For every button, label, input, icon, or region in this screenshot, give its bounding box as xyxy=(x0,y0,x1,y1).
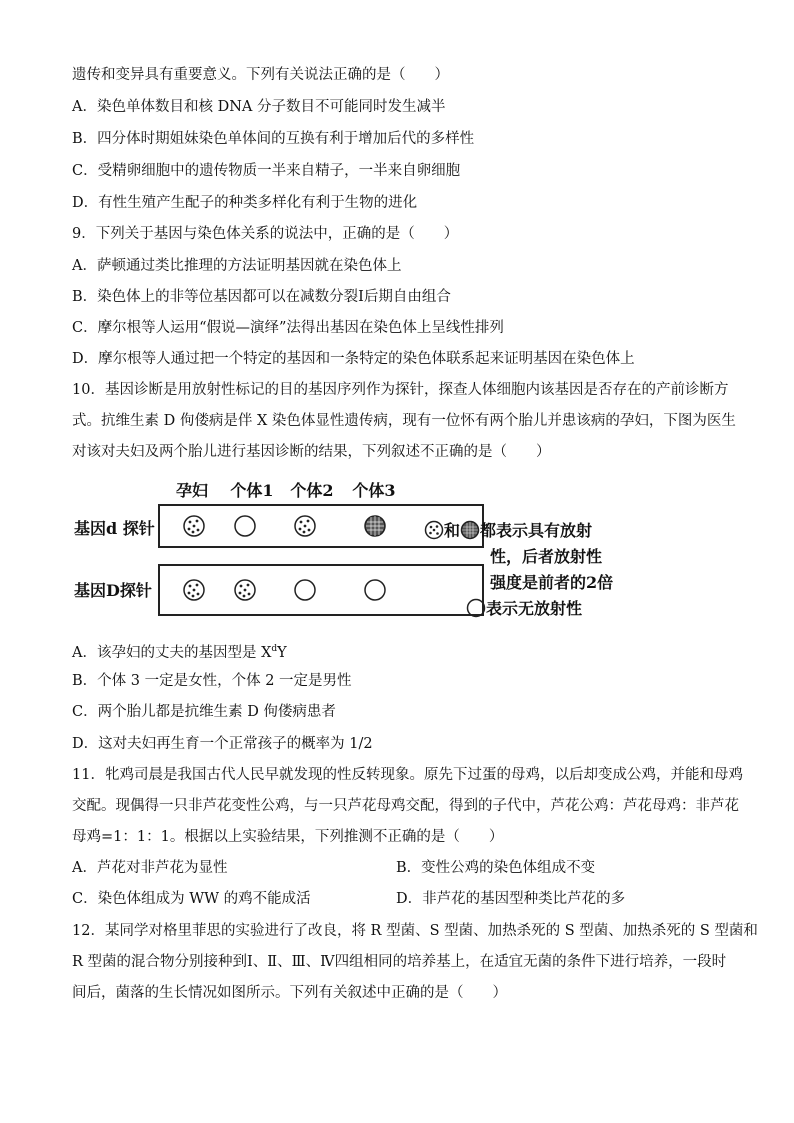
q10-option-a-sup: d xyxy=(271,644,278,654)
legend-dense-icon xyxy=(460,520,480,540)
q9-option-a: A．萨顿通过类比推理的方法证明基因就在染色体上 xyxy=(72,258,402,274)
q8-option-d: D．有性生殖产生配子的种类多样化有利于生物的进化 xyxy=(72,195,418,211)
legend-line-4 xyxy=(466,596,582,619)
probe-D-label: 基因D探针 xyxy=(74,581,152,600)
q10-stem-line-1: 10．基因诊断是用放射性标记的目的基因序列作为探针，探查人体细胞内该基因是否存在的产前诊断方 xyxy=(72,382,729,398)
q8-stem-tail: 遗传和变异具有重要意义。下列有关说法正确的是（ ） xyxy=(72,67,449,83)
q9-option-c: C．摩尔根等人运用“假说—演绎”法得出基因在染色体上呈线性排列 xyxy=(72,320,504,336)
probe-d-cell-3-dense-icon xyxy=(365,516,385,536)
probe-D-row xyxy=(158,564,484,616)
legend-line-1 xyxy=(424,518,592,541)
probe-d-cell-1-empty-icon xyxy=(235,516,255,536)
q12-stem-line-1: 12．某同学对格里菲思的实验进行了改良，将 R 型菌、S 型菌、加热杀死的 S 型菌、加热杀死的 S 型菌和 xyxy=(72,923,758,939)
probe-d-cell-pregnant-dotted-icon xyxy=(184,516,204,536)
probe-d-cell-2-dotted-icon xyxy=(295,516,315,536)
q8-option-b: B．四分体时期姐妹染色单体间的互换有利于增加后代的多样性 xyxy=(72,131,475,147)
q8-option-a: A．染色单体数目和核 DNA 分子数目不可能同时发生减半 xyxy=(72,99,446,115)
legend-line-3: 强度是前者的2倍 xyxy=(490,573,614,592)
q11-stem-line-2: 交配。现偶得一只非芦花变性公鸡，与一只芦花母鸡交配，得到的子代中，芦花公鸡：芦花母鸡：非芦花 xyxy=(72,798,739,814)
legend-empty-icon xyxy=(466,598,486,618)
q10-option-a xyxy=(72,639,287,663)
q8-option-c: C．受精卵细胞中的遗传物质一半来自精子，一半来自卵细胞 xyxy=(72,163,461,179)
legend-text-4: 表示无放射性 xyxy=(486,599,583,618)
q10-option-b: B．个体 3 一定是女性，个体 2 一定是男性 xyxy=(72,673,352,689)
q9-stem: 9．下列关于基因与染色体关系的说法中，正确的是（ ） xyxy=(72,226,459,242)
gene-probe-figure xyxy=(68,476,628,626)
header-individual-1: 个体1 xyxy=(230,481,274,500)
q11-option-b: B．变性公鸡的染色体组成不变 xyxy=(396,860,596,876)
header-pregnant-woman: 孕妇 xyxy=(175,481,208,500)
q10-option-d: D．这对夫妇再生育一个正常孩子的概率为 1/2 xyxy=(72,736,373,752)
legend-line-2: 性，后者放射性 xyxy=(490,547,603,566)
probe-D-cell-2-empty-icon xyxy=(295,580,315,600)
q12-stem-line-2: R 型菌的混合物分别接种到Ⅰ、Ⅱ、Ⅲ、Ⅳ四组相同的培养基上，在适宜无菌的条件下进行培养，一段时 xyxy=(72,954,727,970)
header-individual-2: 个体2 xyxy=(290,481,334,500)
legend-and: 和 xyxy=(444,521,461,540)
header-individual-3: 个体3 xyxy=(352,481,396,500)
q11-option-d: D．非芦花的基因型种类比芦花的多 xyxy=(396,891,626,907)
q10-option-a-suffix: Y xyxy=(277,644,287,661)
legend-dotted-icon xyxy=(424,520,444,540)
q10-stem-line-3: 对该对夫妇及两个胎儿进行基因诊断的结果，下列叙述不正确的是（ ） xyxy=(72,444,551,460)
probe-D-cell-pregnant-dotted-icon xyxy=(184,580,204,600)
q11-stem-line-1: 11．牝鸡司晨是我国古代人民早就发现的性反转现象。原先下过蛋的母鸡，以后却变成公鸡，并能和母鸡 xyxy=(72,767,743,783)
probe-d-label: 基因d 探针 xyxy=(74,519,155,538)
q9-option-b: B．染色体上的非等位基因都可以在减数分裂Ⅰ后期自由组合 xyxy=(72,289,451,305)
probe-D-cell-1-dotted-icon xyxy=(235,580,255,600)
q11-stem-line-3: 母鸡=1：1：1。根据以上实验结果，下列推测不正确的是（ ） xyxy=(72,829,504,845)
q12-stem-line-3: 间后，菌落的生长情况如图所示。下列有关叙述中正确的是（ ） xyxy=(72,985,507,1001)
q11-option-c: C．染色体组成为 WW 的鸡不能成活 xyxy=(72,891,311,907)
q11-option-a: A．芦花对非芦花为显性 xyxy=(72,860,228,876)
q10-option-a-text: A．该孕妇的丈夫的基因型是 X xyxy=(72,644,272,661)
probe-D-cells xyxy=(160,566,486,618)
probe-D-cell-3-empty-icon xyxy=(365,580,385,600)
legend-text-1: 都表示具有放射 xyxy=(480,521,593,540)
q10-stem-line-2: 式。抗维生素 D 佝偻病是伴 X 染色体显性遗传病，现有一位怀有两个胎儿并患该病的孕妇，下图为医生 xyxy=(72,413,736,429)
q10-option-c: C．两个胎儿都是抗维生素 D 佝偻病患者 xyxy=(72,704,336,720)
q9-option-d: D．摩尔根等人通过把一个特定的基因和一条特定的染色体联系起来证明基因在染色体上 xyxy=(72,351,635,367)
